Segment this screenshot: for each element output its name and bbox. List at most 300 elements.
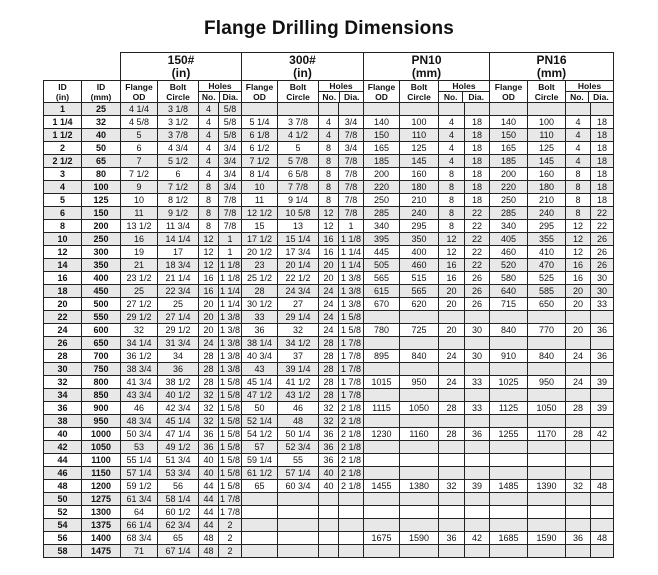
table-cell: 250 bbox=[364, 194, 400, 207]
table-cell bbox=[465, 363, 490, 376]
table-cell bbox=[490, 454, 528, 467]
table-cell bbox=[528, 506, 566, 519]
table-cell: 8 bbox=[199, 181, 219, 194]
table-cell: 565 bbox=[400, 285, 439, 298]
table-cell: 7/8 bbox=[219, 220, 242, 233]
table-row bbox=[44, 376, 614, 389]
table-cell: 32 bbox=[199, 415, 219, 428]
table-cell: 5 bbox=[44, 194, 82, 207]
table-cell bbox=[278, 506, 319, 519]
table-cell: 24 bbox=[439, 376, 465, 389]
table-cell: 36 bbox=[319, 428, 339, 441]
table-cell: 1 5/8 bbox=[219, 416, 241, 426]
table-cell: 8 bbox=[566, 181, 591, 194]
table-cell bbox=[439, 311, 465, 324]
table-row bbox=[44, 311, 614, 324]
table-cell: 8 bbox=[319, 181, 339, 194]
table-cell: 20 bbox=[566, 298, 591, 311]
table-cell: 1125 bbox=[490, 402, 528, 415]
table-row bbox=[44, 129, 614, 142]
table-cell: 2 bbox=[219, 519, 242, 532]
table-cell bbox=[465, 103, 490, 116]
table-cell: 45 1/4 bbox=[242, 376, 278, 389]
table-cell bbox=[465, 337, 490, 350]
table-cell: 26 bbox=[44, 337, 82, 350]
table-cell: 54 1/2 bbox=[242, 428, 278, 441]
table-cell: 2 1/8 bbox=[339, 441, 364, 454]
table-cell: 18 bbox=[591, 181, 614, 194]
table-cell: 20 bbox=[319, 272, 339, 285]
table-cell: 800 bbox=[82, 376, 121, 389]
table-cell: 8 bbox=[319, 168, 339, 181]
table-cell: 640 bbox=[490, 285, 528, 298]
table-cell: 4 bbox=[439, 142, 465, 155]
table-cell: 1255 bbox=[490, 428, 528, 441]
table-cell bbox=[400, 103, 439, 116]
group-header-pn10: PN10 (mm) bbox=[364, 53, 490, 81]
table-cell bbox=[439, 493, 465, 506]
table-cell: 5 7/8 bbox=[278, 155, 319, 168]
table-cell: 16 bbox=[566, 272, 591, 285]
table-cell: 7 bbox=[121, 155, 158, 168]
table-cell: 54 bbox=[44, 519, 82, 532]
table-cell: 100 bbox=[82, 181, 121, 194]
table-cell: 220 bbox=[490, 181, 528, 194]
page-title: Flange Drilling Dimensions bbox=[203, 18, 455, 39]
table-cell: 21 bbox=[121, 259, 158, 272]
table-cell: 30 bbox=[465, 324, 490, 337]
table-cell: 32 bbox=[319, 402, 339, 415]
table-cell: 505 bbox=[364, 259, 400, 272]
table-cell: 61 3/4 bbox=[121, 493, 158, 506]
table-row bbox=[44, 259, 614, 272]
header-holes-label: Holes bbox=[439, 81, 489, 92]
table-row bbox=[44, 480, 614, 493]
table-cell: 1485 bbox=[490, 480, 528, 493]
table-cell: 3 bbox=[44, 168, 82, 181]
table-cell: 47 1/4 bbox=[158, 428, 199, 441]
table-cell: 550 bbox=[82, 311, 121, 324]
table-row bbox=[44, 207, 614, 220]
table-cell: 9 bbox=[121, 181, 158, 194]
table-cell: 4 bbox=[44, 181, 82, 194]
table-cell: 33 bbox=[465, 402, 490, 415]
table-cell: 12 bbox=[199, 233, 219, 246]
table-cell: 4 bbox=[566, 155, 591, 168]
table-cell: 1015 bbox=[364, 376, 400, 389]
table-cell: 1300 bbox=[82, 506, 121, 519]
table-cell bbox=[566, 467, 591, 480]
table-cell: 28 bbox=[566, 402, 591, 415]
table-cell: 22 bbox=[591, 220, 614, 233]
table-cell: 1200 bbox=[82, 480, 121, 493]
table-cell: 460 bbox=[400, 259, 439, 272]
table-cell: 1375 bbox=[82, 519, 121, 532]
table-row bbox=[44, 545, 614, 558]
table-cell: 18 bbox=[465, 181, 490, 194]
table-cell: 8 bbox=[44, 220, 82, 233]
table-cell: 250 bbox=[490, 194, 528, 207]
table-cell: 1115 bbox=[364, 402, 400, 415]
table-row bbox=[44, 519, 614, 532]
table-cell bbox=[400, 311, 439, 324]
table-cell: 750 bbox=[82, 363, 121, 376]
table-cell: 450 bbox=[82, 285, 121, 298]
table-cell bbox=[439, 441, 465, 454]
table-cell bbox=[490, 363, 528, 376]
table-cell: 7/8 bbox=[219, 194, 242, 207]
table-cell: 38 1/2 bbox=[158, 376, 199, 389]
table-cell: 4 bbox=[439, 116, 465, 129]
table-cell bbox=[528, 454, 566, 467]
table-cell: 59 1/4 bbox=[242, 454, 278, 467]
table-body bbox=[44, 103, 614, 558]
table-cell: 1050 bbox=[82, 441, 121, 454]
table-cell bbox=[400, 363, 439, 376]
table-cell: 165 bbox=[364, 142, 400, 155]
table-cell bbox=[339, 545, 364, 558]
table-cell: 50 bbox=[44, 493, 82, 506]
table-cell: 40 bbox=[199, 467, 219, 480]
header-dia: Dia. bbox=[468, 92, 484, 102]
table-cell bbox=[465, 545, 490, 558]
table-cell: 22 bbox=[465, 207, 490, 220]
table-cell: 20 1/2 bbox=[242, 246, 278, 259]
table-cell: 295 bbox=[528, 220, 566, 233]
table-cell: 250 bbox=[82, 233, 121, 246]
table-cell: 8 bbox=[439, 194, 465, 207]
table-cell: 4 bbox=[439, 129, 465, 142]
table-cell: 5/8 bbox=[219, 129, 242, 142]
table-cell bbox=[591, 441, 614, 454]
table-cell: 1475 bbox=[82, 545, 121, 558]
table-cell: 28 bbox=[319, 337, 339, 350]
table-cell: 4 bbox=[199, 103, 219, 116]
table-cell bbox=[566, 506, 591, 519]
table-cell: 3 7/8 bbox=[158, 129, 199, 142]
table-cell: 1 5/8 bbox=[219, 390, 241, 400]
table-cell bbox=[528, 519, 566, 532]
table-cell bbox=[528, 337, 566, 350]
table-cell: 17 3/4 bbox=[278, 246, 319, 259]
table-cell: 1 3/8 bbox=[339, 272, 364, 285]
table-cell: 8 bbox=[319, 155, 339, 168]
table-cell: 145 bbox=[528, 155, 566, 168]
table-cell: 350 bbox=[400, 233, 439, 246]
table-cell: 3/4 bbox=[219, 181, 242, 194]
table-cell: 24 bbox=[439, 350, 465, 363]
table-cell bbox=[439, 519, 465, 532]
table-cell bbox=[439, 337, 465, 350]
table-cell: 8 1/2 bbox=[158, 194, 199, 207]
table-cell bbox=[364, 311, 400, 324]
table-cell: 24 bbox=[319, 298, 339, 311]
table-cell bbox=[339, 519, 364, 532]
table-cell: 26 bbox=[591, 246, 614, 259]
table-cell: 400 bbox=[82, 272, 121, 285]
table-cell: 16 bbox=[121, 233, 158, 246]
table-cell: 1050 bbox=[528, 402, 566, 415]
table-cell: 55 1/4 bbox=[121, 454, 158, 467]
table-cell bbox=[528, 389, 566, 402]
group-header-150: 150# (in) bbox=[121, 53, 242, 81]
table-cell bbox=[278, 519, 319, 532]
table-cell bbox=[319, 519, 339, 532]
table-cell: 1 bbox=[339, 220, 364, 233]
table-cell: 52 1/4 bbox=[242, 415, 278, 428]
table-cell bbox=[278, 532, 319, 545]
table-cell: 125 bbox=[82, 194, 121, 207]
table-cell: 110 bbox=[528, 129, 566, 142]
table-cell: 500 bbox=[82, 298, 121, 311]
table-cell: 4 bbox=[566, 129, 591, 142]
table-cell: 40 1/2 bbox=[158, 389, 199, 402]
table-cell: 28 bbox=[44, 350, 82, 363]
table-cell: 1 1/8 bbox=[339, 233, 364, 246]
table-cell bbox=[528, 363, 566, 376]
table-cell: 18 bbox=[591, 168, 614, 181]
table-cell bbox=[364, 545, 400, 558]
table-cell bbox=[364, 103, 400, 116]
table-cell: 53 bbox=[121, 441, 158, 454]
table-cell: 100 bbox=[528, 116, 566, 129]
table-cell bbox=[439, 467, 465, 480]
table-cell: 57 bbox=[242, 441, 278, 454]
table-cell: 32 bbox=[566, 480, 591, 493]
table-cell: 1 bbox=[219, 233, 242, 246]
table-cell: 8 bbox=[566, 207, 591, 220]
table-cell: 57 1/4 bbox=[278, 467, 319, 480]
table-cell: 18 bbox=[591, 194, 614, 207]
table-cell: 42 bbox=[465, 532, 490, 545]
table-cell: 2 1/8 bbox=[339, 428, 364, 441]
table-cell: 220 bbox=[364, 181, 400, 194]
table-row bbox=[44, 103, 614, 116]
table-cell: 36 bbox=[199, 428, 219, 441]
table-cell: 7/8 bbox=[339, 207, 364, 220]
table-cell: 4 5/8 bbox=[121, 116, 158, 129]
table-cell bbox=[528, 103, 566, 116]
table-cell: 340 bbox=[364, 220, 400, 233]
group-header-pn16: PN16 (mm) bbox=[490, 53, 614, 81]
table-cell: 350 bbox=[82, 259, 121, 272]
table-cell: 11 bbox=[242, 194, 278, 207]
table-cell: 1150 bbox=[82, 467, 121, 480]
table-cell: 4 bbox=[199, 155, 219, 168]
table-cell: 38 3/4 bbox=[121, 363, 158, 376]
table-cell bbox=[400, 506, 439, 519]
table-cell bbox=[439, 103, 465, 116]
table-cell: 405 bbox=[490, 233, 528, 246]
table-cell: 445 bbox=[364, 246, 400, 259]
table-cell: 1 7/8 bbox=[339, 363, 364, 376]
table-row bbox=[44, 454, 614, 467]
table-cell: 30 bbox=[591, 285, 614, 298]
table-cell: 31 3/4 bbox=[158, 337, 199, 350]
table-cell: 160 bbox=[400, 168, 439, 181]
table-cell bbox=[591, 467, 614, 480]
table-cell: 42 bbox=[44, 441, 82, 454]
table-cell bbox=[566, 103, 591, 116]
table-cell: 410 bbox=[528, 246, 566, 259]
table-cell bbox=[528, 467, 566, 480]
table-cell: 40 bbox=[82, 129, 121, 142]
table-cell: 36 bbox=[439, 532, 465, 545]
table-cell: 16 bbox=[44, 272, 82, 285]
table-cell bbox=[400, 441, 439, 454]
table-cell bbox=[591, 506, 614, 519]
flange-table bbox=[43, 52, 614, 558]
table-cell: 8 bbox=[319, 142, 339, 155]
table-cell: 13 1/2 bbox=[121, 220, 158, 233]
table-cell: 20 bbox=[566, 285, 591, 298]
table-cell: 3/4 bbox=[219, 142, 242, 155]
table-cell: 65 bbox=[158, 532, 199, 545]
table-cell: 6 5/8 bbox=[278, 168, 319, 181]
table-cell bbox=[319, 506, 339, 519]
table-cell bbox=[364, 415, 400, 428]
table-cell: 27 1/2 bbox=[121, 298, 158, 311]
table-cell: 16 bbox=[319, 233, 339, 246]
table-cell: 46 bbox=[44, 467, 82, 480]
table-cell: 600 bbox=[82, 324, 121, 337]
table-cell: 580 bbox=[490, 272, 528, 285]
table-cell bbox=[528, 545, 566, 558]
table-cell bbox=[400, 389, 439, 402]
table-cell: 32 bbox=[278, 324, 319, 337]
table-cell: 7/8 bbox=[339, 194, 364, 207]
table-cell bbox=[400, 493, 439, 506]
table-cell: 460 bbox=[490, 246, 528, 259]
table-cell bbox=[465, 519, 490, 532]
table-cell: 180 bbox=[400, 181, 439, 194]
table-cell: 59 1/2 bbox=[121, 480, 158, 493]
header-dia: Dia. bbox=[593, 92, 609, 102]
table-cell: 200 bbox=[82, 220, 121, 233]
table-cell: 18 bbox=[591, 129, 614, 142]
table-cell bbox=[490, 337, 528, 350]
header-dia: Dia. bbox=[343, 92, 360, 102]
table-cell: 44 bbox=[199, 519, 219, 532]
table-cell: 3 7/8 bbox=[278, 116, 319, 129]
table-row bbox=[44, 246, 614, 259]
table-cell: 44 bbox=[199, 506, 219, 519]
table-cell bbox=[364, 389, 400, 402]
table-cell bbox=[566, 493, 591, 506]
table-cell: 32 bbox=[44, 376, 82, 389]
table-cell: 40 bbox=[44, 428, 82, 441]
table-cell: 6 bbox=[158, 168, 199, 181]
table-cell bbox=[242, 103, 278, 116]
table-row bbox=[44, 350, 614, 363]
table-cell: 1 1/2 bbox=[44, 129, 82, 142]
table-cell bbox=[566, 363, 591, 376]
table-cell: 32 bbox=[199, 389, 219, 402]
table-cell: 27 bbox=[278, 298, 319, 311]
table-cell: 12 bbox=[439, 246, 465, 259]
table-row bbox=[44, 285, 614, 298]
table-row bbox=[44, 467, 614, 480]
table-cell bbox=[400, 467, 439, 480]
table-row bbox=[44, 415, 614, 428]
table-cell: 840 bbox=[490, 324, 528, 337]
table-cell: 4 bbox=[199, 142, 219, 155]
table-cell: 7/8 bbox=[339, 129, 364, 142]
table-cell: 5/8 bbox=[219, 116, 242, 129]
table-cell: 8 bbox=[566, 168, 591, 181]
table-cell bbox=[364, 467, 400, 480]
table-cell: 14 1/4 bbox=[158, 233, 199, 246]
table-cell: 4 bbox=[199, 116, 219, 129]
table-cell bbox=[364, 506, 400, 519]
table-cell: 16 bbox=[439, 272, 465, 285]
table-cell: 18 bbox=[465, 142, 490, 155]
table-cell: 670 bbox=[364, 298, 400, 311]
table-cell: 210 bbox=[528, 194, 566, 207]
table-row bbox=[44, 532, 614, 545]
table-cell bbox=[490, 415, 528, 428]
table-cell bbox=[439, 545, 465, 558]
table-cell: 33 bbox=[465, 376, 490, 389]
table-cell bbox=[439, 506, 465, 519]
table-cell: 48 bbox=[199, 545, 219, 558]
table-cell bbox=[242, 493, 278, 506]
table-cell bbox=[242, 506, 278, 519]
header-holes bbox=[319, 81, 364, 103]
table-cell: 300 bbox=[82, 246, 121, 259]
table-cell: 51 3/4 bbox=[158, 454, 199, 467]
table-cell: 68 3/4 bbox=[121, 532, 158, 545]
table-cell: 50 3/4 bbox=[121, 428, 158, 441]
table-cell bbox=[465, 389, 490, 402]
table-cell: 285 bbox=[490, 207, 528, 220]
table-cell: 30 bbox=[44, 363, 82, 376]
table-cell: 1 5/8 bbox=[219, 468, 241, 478]
table-cell: 110 bbox=[400, 129, 439, 142]
table-cell: 5 bbox=[121, 129, 158, 142]
table-cell: 12 bbox=[199, 246, 219, 259]
table-cell: 13 bbox=[278, 220, 319, 233]
table-cell: 585 bbox=[528, 285, 566, 298]
table-row bbox=[44, 272, 614, 285]
table-cell bbox=[465, 441, 490, 454]
table-cell bbox=[566, 441, 591, 454]
table-cell: 43 3/4 bbox=[121, 389, 158, 402]
table-cell: 25 bbox=[82, 103, 121, 116]
table-cell: 100 bbox=[400, 116, 439, 129]
header-no: No. bbox=[319, 92, 340, 102]
table-cell: 1 7/8 bbox=[219, 507, 241, 517]
table-cell: 850 bbox=[82, 389, 121, 402]
table-cell bbox=[364, 519, 400, 532]
table-cell: 20 bbox=[319, 259, 339, 272]
table-cell bbox=[400, 337, 439, 350]
table-cell: 355 bbox=[528, 233, 566, 246]
table-cell: 150 bbox=[82, 207, 121, 220]
table-cell: 160 bbox=[528, 168, 566, 181]
table-cell: 56 bbox=[44, 532, 82, 545]
table-cell: 8 bbox=[439, 168, 465, 181]
table-cell: 840 bbox=[400, 350, 439, 363]
table-cell: 25 1/2 bbox=[242, 272, 278, 285]
table-cell: 24 3/4 bbox=[278, 285, 319, 298]
table-cell: 71 bbox=[121, 545, 158, 558]
table-cell: 45 1/4 bbox=[158, 415, 199, 428]
table-cell: 66 1/4 bbox=[121, 519, 158, 532]
table-cell bbox=[490, 545, 528, 558]
table-cell: 39 bbox=[465, 480, 490, 493]
table-cell: 3 1/2 bbox=[158, 116, 199, 129]
